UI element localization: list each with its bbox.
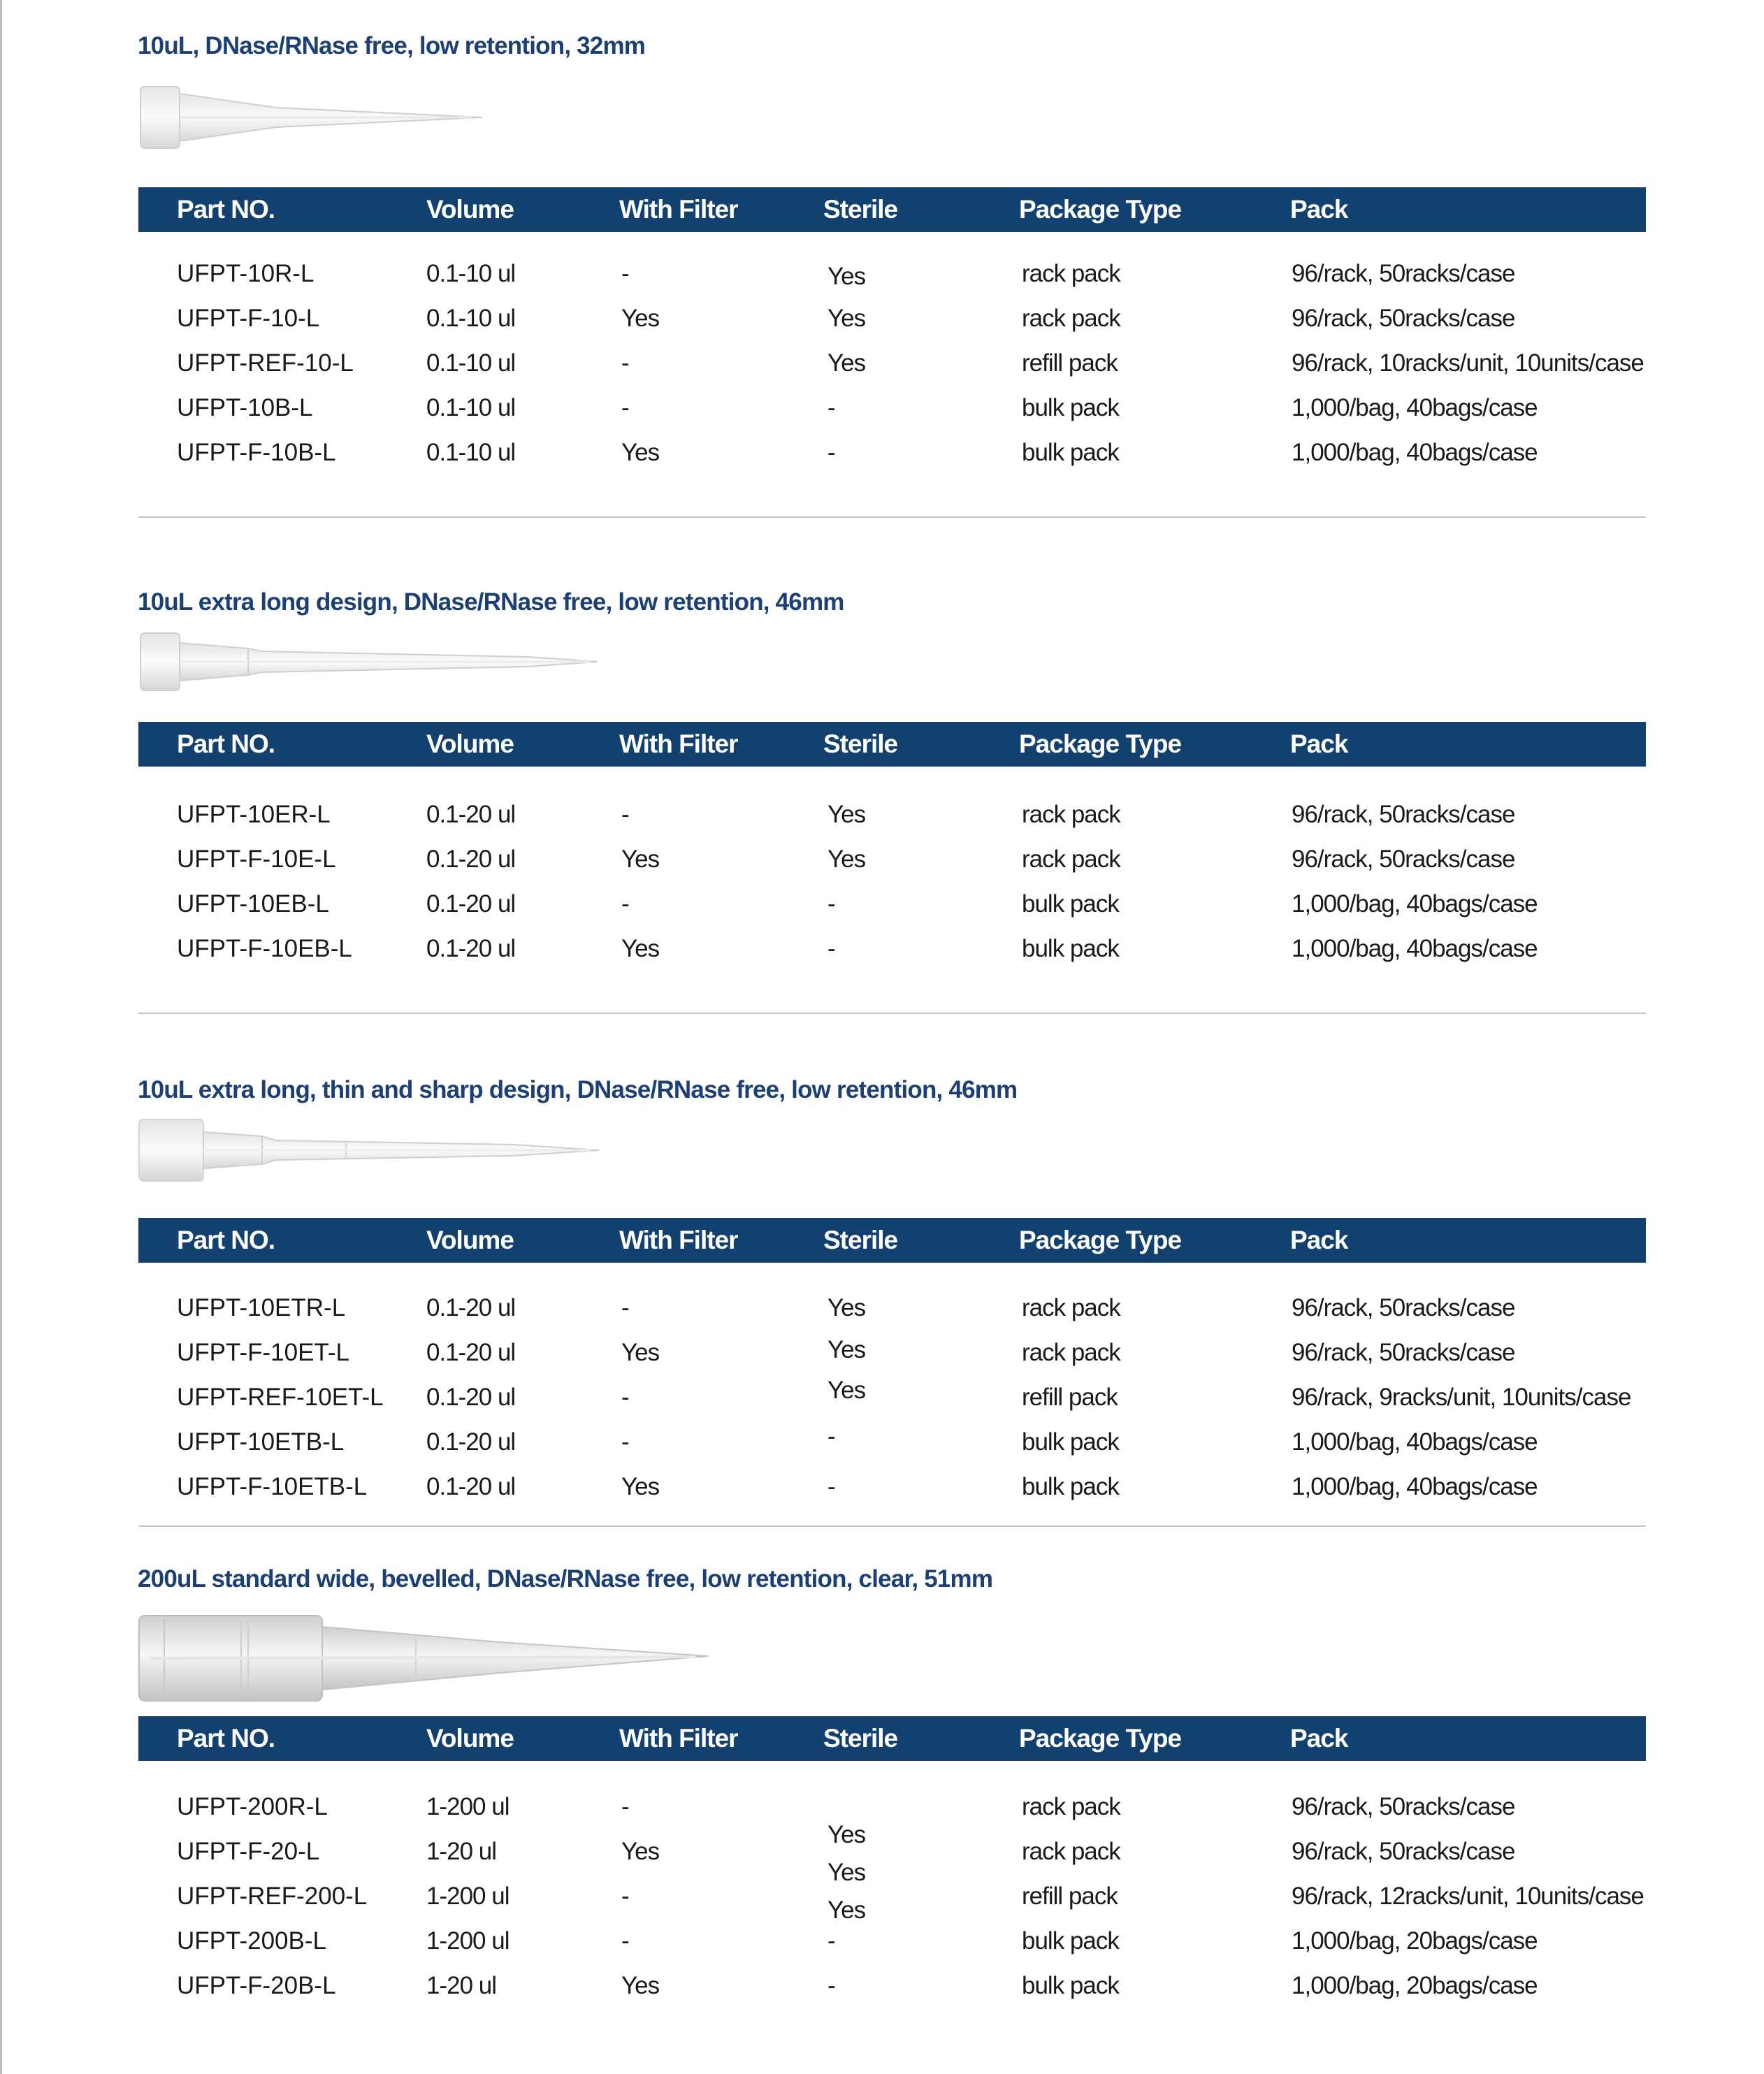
cell-volume: 1-200 ul — [426, 1883, 509, 1910]
table-row — [0, 801, 1764, 836]
cell-with-filter: - — [621, 1793, 629, 1820]
cell-pack: 1,000/bag, 40bags/case — [1292, 890, 1538, 918]
cell-sterile: - — [827, 1927, 835, 1955]
table-row — [0, 1972, 1764, 2007]
cell-sterile: Yes — [827, 801, 866, 828]
cell-pack: 1,000/bag, 20bags/case — [1292, 1972, 1538, 1999]
header-sterile: Sterile — [823, 1226, 898, 1254]
header-with-filter: With Filter — [619, 1226, 738, 1254]
cell-pack: 1,000/bag, 40bags/case — [1292, 439, 1538, 466]
cell-package-type: rack pack — [1022, 260, 1120, 287]
cell-sterile: Yes — [827, 349, 866, 377]
cell-pack: 96/rack, 50racks/case — [1292, 1838, 1515, 1865]
cell-sterile: Yes — [827, 1294, 866, 1321]
cell-sterile: - — [827, 890, 835, 918]
cell-package-type: rack pack — [1022, 305, 1120, 332]
header-volume: Volume — [426, 730, 514, 758]
table-row — [0, 1294, 1764, 1329]
table-row — [0, 1336, 1764, 1374]
cell-package-type: bulk pack — [1022, 890, 1119, 918]
cell-with-filter: Yes — [621, 1339, 660, 1366]
cell-package-type: bulk pack — [1022, 1473, 1119, 1500]
cell-sterile: - — [827, 439, 835, 466]
cell-with-filter: Yes — [621, 935, 660, 962]
cell-volume: 1-200 ul — [426, 1793, 509, 1820]
cell-part-no: UFPT-200R-L — [177, 1793, 328, 1820]
cell-with-filter: - — [621, 1428, 629, 1456]
cell-sterile: Yes — [827, 1821, 866, 1848]
cell-part-no: UFPT-REF-10ET-L — [177, 1384, 384, 1411]
cell-pack: 96/rack, 50racks/case — [1292, 1339, 1515, 1366]
section-divider — [138, 1013, 1646, 1014]
table-row — [0, 1883, 1764, 1924]
table-row — [0, 1838, 1764, 1886]
header-pack: Pack — [1290, 1724, 1348, 1753]
table-header — [138, 1218, 1646, 1263]
header-part-no: Part NO. — [177, 1724, 275, 1753]
header-pack: Pack — [1290, 195, 1348, 224]
cell-volume: 1-20 ul — [426, 1838, 497, 1865]
cell-with-filter: Yes — [621, 439, 660, 466]
table-row — [0, 305, 1764, 340]
cell-package-type: rack pack — [1022, 1793, 1120, 1820]
cell-part-no: UFPT-200B-L — [177, 1927, 326, 1955]
header-sterile: Sterile — [823, 730, 898, 758]
cell-part-no: UFPT-F-10B-L — [177, 439, 336, 466]
cell-volume: 1-20 ul — [426, 1972, 497, 1999]
cell-part-no: UFPT-F-10ETB-L — [177, 1473, 368, 1500]
pipette-tip-image — [136, 82, 486, 152]
header-sterile: Sterile — [823, 1724, 898, 1753]
cell-package-type: refill pack — [1022, 1883, 1118, 1910]
cell-package-type: rack pack — [1022, 846, 1120, 873]
header-sterile: Sterile — [823, 195, 898, 224]
section-divider — [138, 516, 1646, 518]
cell-sterile: - — [827, 1972, 835, 1999]
header-volume: Volume — [426, 1724, 514, 1753]
header-package-type: Package Type — [1019, 1226, 1182, 1254]
pipette-tip-image — [136, 1613, 716, 1704]
cell-pack: 1,000/bag, 20bags/case — [1292, 1927, 1538, 1955]
table-row — [0, 1377, 1764, 1419]
cell-volume: 0.1-10 ul — [426, 260, 516, 287]
cell-with-filter: - — [621, 890, 629, 918]
table-row — [0, 890, 1764, 925]
cell-sterile: - — [827, 1423, 835, 1450]
cell-pack: 1,000/bag, 40bags/case — [1292, 935, 1538, 962]
cell-with-filter: Yes — [621, 1972, 660, 1999]
cell-pack: 96/rack, 10racks/unit, 10units/case — [1292, 349, 1644, 377]
cell-pack: 96/rack, 50racks/case — [1292, 1294, 1515, 1321]
cell-sterile: - — [827, 1473, 835, 1500]
cell-package-type: rack pack — [1022, 1339, 1120, 1366]
cell-pack: 96/rack, 12racks/unit, 10units/case — [1292, 1883, 1644, 1910]
cell-with-filter: Yes — [621, 846, 660, 873]
cell-sterile: Yes — [827, 305, 866, 332]
cell-with-filter: - — [621, 1384, 629, 1411]
cell-with-filter: - — [621, 1927, 629, 1955]
cell-with-filter: - — [621, 801, 629, 828]
cell-sterile: - — [827, 394, 835, 421]
cell-sterile: Yes — [827, 1336, 866, 1363]
cell-part-no: UFPT-10ETR-L — [177, 1294, 346, 1321]
cell-with-filter: - — [621, 1883, 629, 1910]
cell-package-type: bulk pack — [1022, 1972, 1119, 1999]
header-pack: Pack — [1290, 730, 1348, 758]
cell-part-no: UFPT-F-20B-L — [177, 1972, 336, 1999]
section-title: 200uL standard wide, bevelled, DNase/RNase free, low retention, clear, 51mm — [138, 1565, 993, 1593]
table-row — [0, 1473, 1764, 1508]
cell-part-no: UFPT-F-10-L — [177, 305, 320, 332]
cell-volume: 0.1-20 ul — [426, 935, 516, 962]
cell-pack: 1,000/bag, 40bags/case — [1292, 394, 1538, 421]
section-title: 10uL extra long, thin and sharp design, DNase/RNase free, low retention, 46mm — [138, 1076, 1018, 1103]
table-row — [0, 935, 1764, 970]
cell-package-type: bulk pack — [1022, 394, 1119, 421]
cell-with-filter: Yes — [621, 1838, 660, 1865]
cell-pack: 96/rack, 9racks/unit, 10units/case — [1292, 1384, 1631, 1411]
section-title: 10uL, DNase/RNase free, low retention, 32mm — [138, 32, 646, 59]
cell-package-type: rack pack — [1022, 801, 1120, 828]
section-title: 10uL extra long design, DNase/RNase free, low retention, 46mm — [138, 588, 844, 616]
header-pack: Pack — [1290, 1226, 1348, 1254]
cell-part-no: UFPT-10ER-L — [177, 801, 331, 828]
cell-volume: 0.1-20 ul — [426, 1473, 516, 1500]
table-row — [0, 1927, 1764, 1962]
cell-part-no: UFPT-REF-10-L — [177, 349, 354, 377]
table-row — [0, 394, 1764, 429]
header-with-filter: With Filter — [619, 1724, 738, 1753]
table-header — [138, 1716, 1646, 1761]
cell-with-filter: - — [621, 394, 629, 421]
pipette-tip-image — [136, 1117, 605, 1184]
table-header — [138, 722, 1646, 767]
cell-pack: 96/rack, 50racks/case — [1292, 260, 1515, 287]
cell-pack: 96/rack, 50racks/case — [1292, 846, 1515, 873]
cell-package-type: refill pack — [1022, 1384, 1118, 1411]
cell-volume: 0.1-10 ul — [426, 305, 516, 332]
cell-with-filter: - — [621, 349, 629, 377]
cell-part-no: UFPT-F-10E-L — [177, 846, 336, 873]
cell-volume: 1-200 ul — [426, 1927, 509, 1955]
cell-volume: 0.1-20 ul — [426, 890, 516, 918]
cell-part-no: UFPT-REF-200-L — [177, 1883, 368, 1910]
cell-with-filter: - — [621, 260, 629, 287]
cell-with-filter: Yes — [621, 1473, 660, 1500]
cell-volume: 0.1-20 ul — [426, 1428, 516, 1456]
header-volume: Volume — [426, 195, 514, 224]
cell-volume: 0.1-20 ul — [426, 1294, 516, 1321]
cell-package-type: bulk pack — [1022, 1428, 1119, 1456]
table-row — [0, 349, 1764, 384]
pipette-tip-image — [136, 630, 605, 693]
header-package-type: Package Type — [1019, 1724, 1182, 1753]
cell-with-filter: Yes — [621, 305, 660, 332]
cell-package-type: rack pack — [1022, 1838, 1120, 1865]
cell-volume: 0.1-20 ul — [426, 1339, 516, 1366]
table-header — [138, 187, 1646, 232]
header-part-no: Part NO. — [177, 1226, 275, 1254]
table-row — [0, 260, 1764, 295]
cell-sterile: Yes — [827, 846, 866, 873]
cell-pack: 96/rack, 50racks/case — [1292, 1793, 1515, 1820]
cell-volume: 0.1-10 ul — [426, 349, 516, 377]
header-with-filter: With Filter — [619, 730, 738, 758]
cell-part-no: UFPT-10EB-L — [177, 890, 329, 918]
header-with-filter: With Filter — [619, 195, 738, 224]
cell-package-type: bulk pack — [1022, 439, 1119, 466]
cell-part-no: UFPT-10R-L — [177, 260, 315, 287]
cell-part-no: UFPT-F-10EB-L — [177, 935, 352, 962]
cell-sterile: - — [827, 935, 835, 962]
header-part-no: Part NO. — [177, 195, 275, 224]
cell-package-type: bulk pack — [1022, 935, 1119, 962]
cell-pack: 96/rack, 50racks/case — [1292, 305, 1515, 332]
table-row — [0, 439, 1764, 474]
cell-sterile: Yes — [827, 1377, 866, 1404]
cell-volume: 0.1-10 ul — [426, 439, 516, 466]
header-part-no: Part NO. — [177, 730, 275, 758]
header-volume: Volume — [426, 1226, 514, 1254]
cell-pack: 96/rack, 50racks/case — [1292, 801, 1515, 828]
table-row — [0, 1423, 1764, 1463]
cell-volume: 0.1-20 ul — [426, 1384, 516, 1411]
table-row — [0, 1793, 1764, 1848]
table-row — [0, 846, 1764, 880]
cell-sterile: Yes — [827, 263, 866, 290]
cell-part-no: UFPT-F-10ET-L — [177, 1339, 349, 1366]
cell-volume: 0.1-20 ul — [426, 801, 516, 828]
cell-package-type: bulk pack — [1022, 1927, 1119, 1955]
cell-sterile: Yes — [827, 1897, 866, 1924]
cell-part-no: UFPT-F-20-L — [177, 1838, 320, 1865]
cell-volume: 0.1-10 ul — [426, 394, 516, 421]
cell-volume: 0.1-20 ul — [426, 846, 516, 873]
header-package-type: Package Type — [1019, 195, 1182, 224]
cell-part-no: UFPT-10B-L — [177, 394, 313, 421]
cell-package-type: rack pack — [1022, 1294, 1120, 1321]
cell-pack: 1,000/bag, 40bags/case — [1292, 1473, 1538, 1500]
cell-pack: 1,000/bag, 40bags/case — [1292, 1428, 1538, 1456]
cell-with-filter: - — [621, 1294, 629, 1321]
section-divider — [138, 1525, 1646, 1527]
header-package-type: Package Type — [1019, 730, 1182, 758]
cell-package-type: refill pack — [1022, 349, 1118, 377]
cell-sterile: Yes — [827, 1859, 866, 1886]
cell-part-no: UFPT-10ETB-L — [177, 1428, 345, 1456]
